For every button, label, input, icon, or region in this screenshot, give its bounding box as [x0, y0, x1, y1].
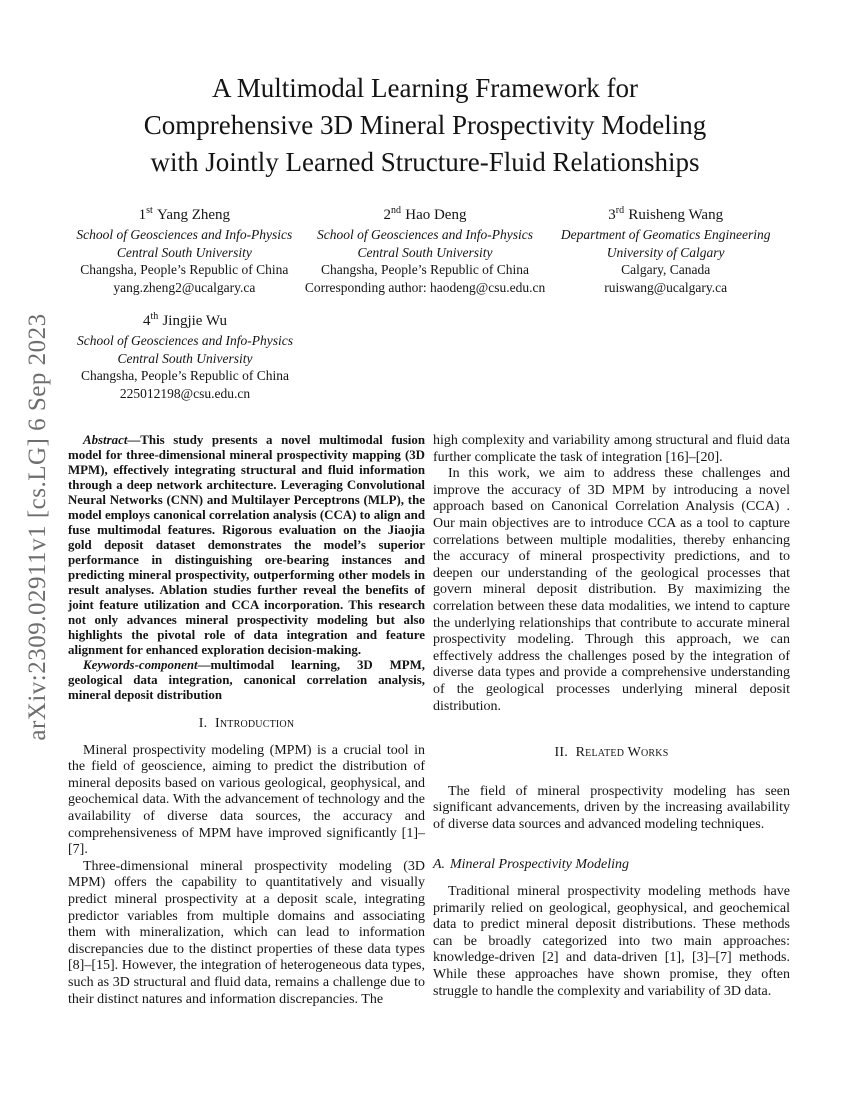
- author-email: 225012198@csu.edu.cn: [119, 385, 251, 401]
- author-city: Calgary, Canada: [621, 262, 711, 277]
- abstract-paragraph: [68, 433, 425, 658]
- author-city: Changsha, People’s Republic of China: [80, 262, 289, 277]
- paper-title: [64, 70, 786, 181]
- keywords-text: —multimodal learning, 3D MPM, geological data integration, canonical correlation analysis, mineral deposit distribution: [68, 658, 425, 702]
- ordinal-suffix: nd: [391, 205, 402, 216]
- right-column: [433, 433, 790, 1008]
- author-name: 3rd Ruisheng Wang: [608, 205, 724, 223]
- intro-paragraph-1: Mineral prospectivity modeling (MPM) is a crucial tool in the field of geoscience, aiming to predict the distribution of mineral deposits based on various geological, geophysical, and geochemical data. With the advancement of technology and the availability of diverse data sources, the accuracy and comprehensiveness of MPM have improved significantly [1]–[7].: [68, 742, 425, 858]
- author-city: Changsha, People’s Republic of China: [80, 368, 290, 383]
- author-department: School of Geosciences and Info-Physics: [76, 227, 293, 242]
- author-email: Corresponding author: haodeng@csu.edu.cn: [304, 279, 546, 295]
- subsection-paragraph: Traditional mineral prospectivity modeling methods have primarily relied on geological, geophysical, and geochemical data to predict mineral deposit distributions. These methods can be broadly categorized into two main approaches: knowledge-driven [2] and data-driven [1], [3]–[7] methods. While these approaches have shown promise, they often struggle to handle the complexity and variability of 3D data.: [433, 884, 790, 999]
- intro-paragraph-2: Three-dimensional mineral prospectivity modeling (3D MPM) offers the capability to quantitatively and visually predict mineral prospectivity at a deposit scale, integrating predictor variables from multiple domains and associating them with mineralization, which can lead to information discrepancies due to the distinct properties of these data types [8]–[15]. However, the integration of heterogeneous data types, such as 3D structural and fluid data, remains a challenge due to their distinct natures and information discrepancies. The: [68, 858, 425, 1007]
- approach-paragraph: In this work, we aim to address these challenges and improve the accuracy of 3D MPM by introducing a novel approach based on Canonical Correlation Analysis (CCA) . Our main objectives are to introduce CCA as a tool to capture correlations between multiple modalities, thereby enhancing the accuracy of mineral prospectivity predictions, and to deepen our understanding of the geological processes that govern mineral deposit distribution. By maximizing the correlation between these data modalities, we intend to capture the underlying relationships that contribute to accurate mineral prospectivity modeling. Through this approach, we can effectively address the challenges posed by the integration of diverse data types and provide a comprehensive understanding of the geological processes underlying mineral deposit distribution.: [433, 466, 790, 714]
- related-works-paragraph: The field of mineral prospectivity modeling has seen significant advancements, driven by the increasing availability of diverse data sources and advanced modeling techniques.: [433, 783, 790, 832]
- author-block-1: [64, 201, 305, 296]
- section-title: Introduction: [214, 716, 295, 731]
- subsection-label: A.: [433, 857, 446, 873]
- section-title: Related Works: [575, 745, 669, 761]
- ordinal-suffix: th: [150, 311, 159, 322]
- ordinal-suffix: st: [146, 205, 153, 216]
- arxiv-watermark: arXiv:2309.02911v1 [cs.LG] 6 Sep 2023: [24, 313, 51, 741]
- author-name: 4th Jingjie Wu: [142, 311, 227, 329]
- author-block-3: [545, 201, 786, 296]
- author-block-2: [305, 201, 546, 296]
- subsection-heading-a: [433, 857, 790, 874]
- section-heading-related-works: [433, 745, 790, 762]
- author-university: University of Calgary: [606, 244, 725, 260]
- abstract-text: —This study presents a novel multimodal fusion model for three-dimensional mineral prospectivity mapping (3D MPM), effectively integrating structural and fluid information through a deep network architecture. Leveraging Convolutional Neural Networks (CNN) and Multilayer Perceptrons (MLP), the model employs canonical correlation analysis (CCA) to align and fuse multimodal features. Rigorous evaluation on the Jiaojia gold deposit dataset demonstrates the model’s superior performance in distinguishing ore-bearing instances and predicting mineral prospectivity, outperforming other models in result analyses. Ablation studies further reveal the benefits of joint feature utilization and CCA incorporation. This research not only advances mineral prospectivity modeling but also highlights the pivotal role of data integration and feature alignment for enhanced exploration decision-making.: [68, 433, 425, 657]
- title-line-2: Comprehensive 3D Mineral Prospectivity Modeling: [143, 110, 707, 140]
- section-number: I.: [198, 716, 208, 731]
- ordinal-suffix: rd: [615, 205, 625, 216]
- title-line-3: with Jointly Learned Structure-Fluid Relationships: [150, 147, 700, 177]
- author-department: Department of Geomatics Engineering: [560, 227, 771, 242]
- author-email: yang.zheng2@ucalgary.ca: [113, 279, 256, 295]
- section-heading-introduction: [68, 716, 425, 733]
- body-columns: [68, 433, 790, 1008]
- author-name: 2nd Hao Deng: [383, 205, 467, 223]
- author-email: ruiswang@ucalgary.ca: [604, 279, 728, 295]
- keywords-lead: Keywords-component: [83, 658, 198, 672]
- authors-row-1: [64, 201, 786, 296]
- author-block-4: [64, 307, 306, 402]
- author-department: School of Geosciences and Info-Physics: [317, 227, 533, 242]
- abstract-lead: Abstract: [83, 433, 128, 447]
- title-line-1: A Multimodal Learning Framework for: [212, 73, 638, 103]
- author-university: Central South University: [117, 350, 253, 366]
- section-number: II.: [554, 745, 568, 761]
- subsection-title: Mineral Prospectivity Modeling: [449, 857, 630, 873]
- author-university: Central South University: [357, 244, 493, 260]
- author-university: Central South University: [116, 244, 252, 260]
- author-name: 1st Yang Zheng: [138, 205, 231, 223]
- author-city: Changsha, People’s Republic of China: [320, 262, 530, 277]
- continuation-paragraph: high complexity and variability among structural and fluid data further complicate the task of integration [16]–[20].: [433, 433, 790, 465]
- keywords-paragraph: [68, 658, 425, 703]
- left-column: [68, 433, 425, 1008]
- author-department: School of Geosciences and Info-Physics: [77, 333, 293, 348]
